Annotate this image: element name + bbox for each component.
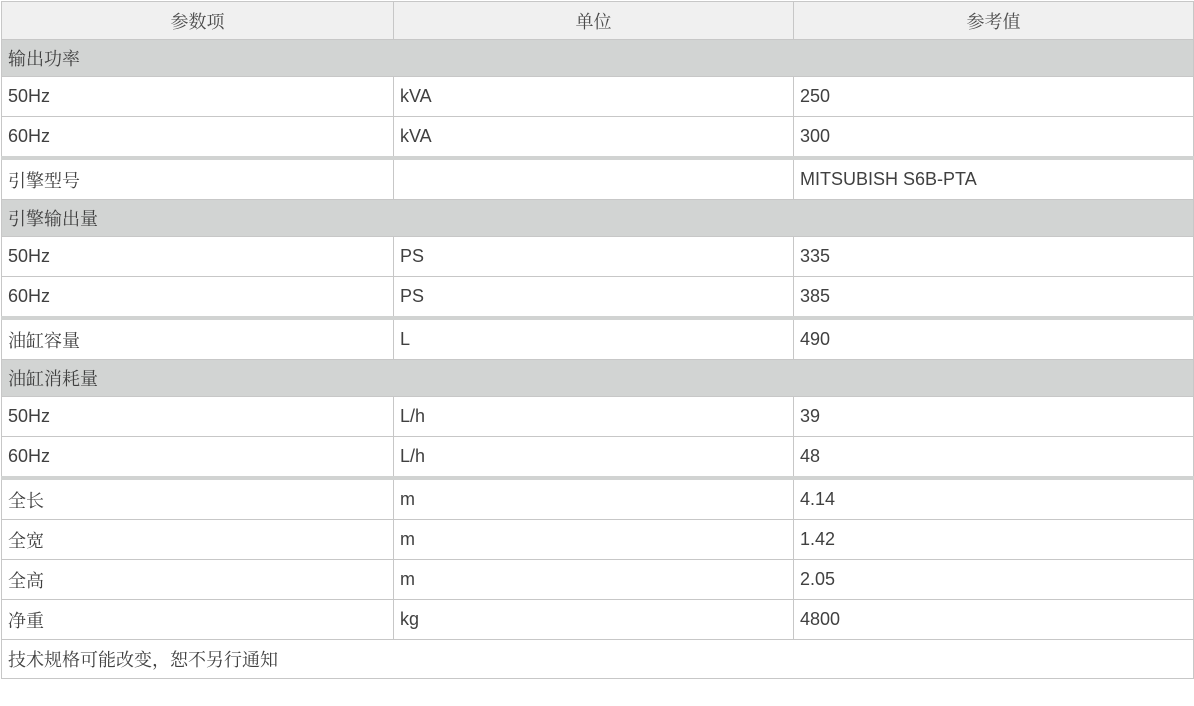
unit-cell: kVA [394,77,794,117]
table-footer-row [2,640,1194,679]
header-unit: 单位 [394,2,794,40]
param-cell: 60Hz [2,437,394,479]
unit-cell [394,158,794,200]
table-row [2,117,1194,159]
param-cell: 全长 [2,478,394,520]
param-cell: 50Hz [2,397,394,437]
value-cell: 335 [794,237,1194,277]
value-cell: MITSUBISH S6B-PTA [794,158,1194,200]
unit-cell: PS [394,237,794,277]
footer-note: 技术规格可能改变，恕不另行通知 [2,640,1194,679]
value-cell: 2.05 [794,560,1194,600]
value-cell: 1.42 [794,520,1194,560]
table-row [2,478,1194,520]
table-row [2,560,1194,600]
unit-cell: m [394,478,794,520]
section-row-output-power [2,40,1194,77]
section-label: 引擎输出量 [2,200,1194,237]
unit-cell: PS [394,277,794,319]
param-cell: 净重 [2,600,394,640]
table-row [2,520,1194,560]
unit-cell: kVA [394,117,794,159]
value-cell: 4800 [794,600,1194,640]
table-row [2,158,1194,200]
table-row [2,318,1194,360]
value-cell: 250 [794,77,1194,117]
table-row [2,237,1194,277]
param-cell: 50Hz [2,237,394,277]
section-label: 油缸消耗量 [2,360,1194,397]
value-cell: 300 [794,117,1194,159]
table-header-row [2,2,1194,40]
header-parameter: 参数项 [2,2,394,40]
param-cell: 60Hz [2,277,394,319]
unit-cell: kg [394,600,794,640]
value-cell: 385 [794,277,1194,319]
value-cell: 48 [794,437,1194,479]
unit-cell: m [394,520,794,560]
table-row [2,77,1194,117]
param-cell: 全宽 [2,520,394,560]
value-cell: 4.14 [794,478,1194,520]
header-reference-value: 参考值 [794,2,1194,40]
section-row-engine-output [2,200,1194,237]
value-cell: 39 [794,397,1194,437]
unit-cell: m [394,560,794,600]
value-cell: 490 [794,318,1194,360]
spec-table [1,1,1194,679]
unit-cell: L [394,318,794,360]
table-row [2,600,1194,640]
param-cell: 全高 [2,560,394,600]
table-row [2,437,1194,479]
param-cell: 50Hz [2,77,394,117]
unit-cell: L/h [394,437,794,479]
param-cell: 60Hz [2,117,394,159]
param-cell: 油缸容量 [2,318,394,360]
table-row [2,277,1194,319]
section-label: 输出功率 [2,40,1194,77]
section-row-fuel-consumption [2,360,1194,397]
param-cell: 引擎型号 [2,158,394,200]
unit-cell: L/h [394,397,794,437]
table-row [2,397,1194,437]
